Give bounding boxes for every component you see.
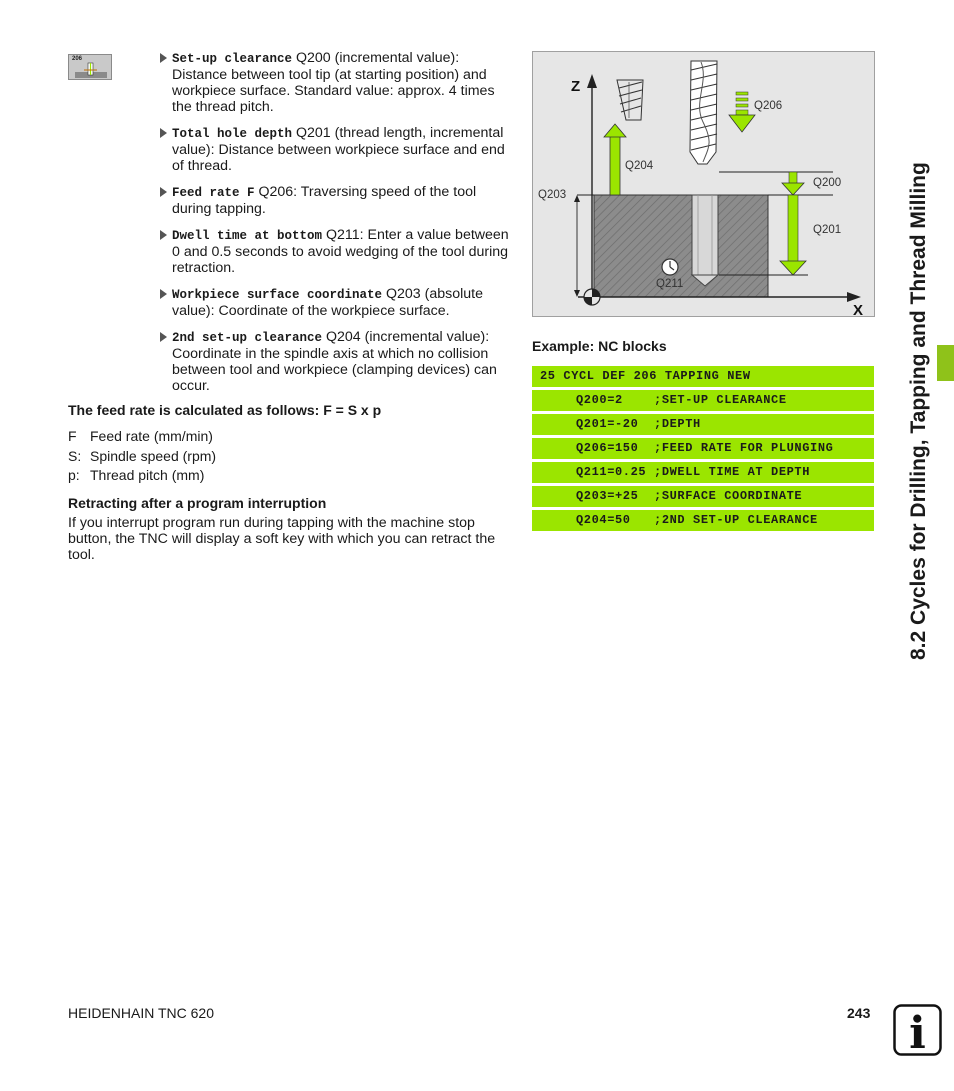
bullet-triangle-icon	[160, 53, 167, 63]
q203-label: Q203	[538, 189, 567, 201]
footer-product: HEIDENHAIN TNC 620	[68, 1005, 215, 1021]
param-name: 2nd set-up clearance	[172, 331, 323, 345]
param-name: Feed rate F	[172, 186, 255, 200]
q206-feed-arrow	[729, 92, 755, 132]
cycle-206-icon	[68, 54, 112, 80]
tap-tool-left	[617, 80, 643, 120]
dwell-clock-icon	[662, 259, 678, 275]
nc-block-line: 25 CYCL DEF 206 TAPPING NEW	[532, 366, 874, 387]
svg-text:i: i	[909, 1008, 926, 1056]
param-total-hole-depth	[160, 125, 512, 174]
param-desc: Q204 (incremental value): Coordinate in the spindle axis at which no collision between tool and workpiece (clamping devices) can occur.	[172, 329, 497, 394]
tap-tool-middle	[690, 61, 717, 164]
nc-block-list	[532, 366, 874, 534]
param-dwell-time	[160, 227, 512, 276]
feed-rate-heading: The feed rate is calculated as follows: F = S x p	[68, 402, 382, 418]
param-set-up-clearance	[160, 50, 512, 115]
cycle-icon-number: 206	[72, 56, 83, 62]
nc-block-line: Q204=50 ;2ND SET-UP CLEARANCE	[532, 510, 874, 531]
bullet-triangle-icon	[160, 289, 167, 299]
param-2nd-set-up-clearance	[160, 329, 512, 394]
param-name: Workpiece surface coordinate	[172, 288, 383, 302]
formula-item: F Feed rate (mm/min)	[68, 428, 213, 444]
q206-label: Q206	[754, 100, 783, 112]
nc-block-line: Q201=-20 ;DEPTH	[532, 414, 874, 435]
formula-item: S: Spindle speed (rpm)	[68, 447, 217, 464]
bullet-triangle-icon	[160, 187, 167, 197]
param-desc: Q206: Traversing speed of the tool during tapping.	[172, 184, 477, 217]
bullet-triangle-icon	[160, 332, 167, 342]
param-desc: Q211: Enter a value between 0 and 0.5 seconds to avoid wedging of the tool during retraction.	[172, 227, 509, 276]
nc-block-line: Q206=150 ;FEED RATE FOR PLUNGING	[532, 438, 874, 459]
nc-block-line: Q211=0.25 ;DWELL TIME AT DEPTH	[532, 462, 874, 483]
nc-block-line: Q200=2 ;SET-UP CLEARANCE	[532, 390, 874, 411]
tapping-glyph-icon	[69, 55, 111, 79]
param-name: Set-up clearance	[172, 52, 293, 66]
axis-x-label: X	[853, 302, 864, 318]
nc-block-line: Q203=+25 ;SURFACE COORDINATE	[532, 486, 874, 507]
retract-heading: Retracting after a program interruption	[68, 495, 327, 511]
formula-item: p: Thread pitch (mm)	[68, 467, 205, 483]
tapping-diagram	[532, 51, 875, 317]
formula-legend	[68, 427, 216, 486]
param-desc: Q200 (incremental value): Distance between tool tip (at starting position) and workpiece surface. Standard value: approx. 4 times the thread pitch.	[172, 50, 495, 115]
param-name: Dwell time at bottom	[172, 229, 323, 243]
example-title: Example: NC blocks	[532, 338, 667, 354]
q201-arrow	[780, 195, 806, 275]
x-axis-arrow	[847, 292, 861, 302]
q201-label: Q201	[813, 224, 842, 236]
chapter-tab-marker	[937, 345, 954, 381]
q211-label: Q211	[656, 278, 684, 290]
retract-text: If you interrupt program run during tapping with the machine stop button, the TNC will display a soft key with which you can retract the tool.	[68, 515, 496, 563]
axis-z-label: Z	[571, 78, 581, 95]
parameter-list	[160, 50, 512, 404]
q200-label: Q200	[813, 177, 842, 189]
param-feed-rate	[160, 184, 512, 217]
param-workpiece-surface	[160, 286, 512, 319]
tapped-hole	[692, 195, 718, 275]
q204-arrow	[604, 124, 626, 195]
q200-arrow	[782, 172, 804, 195]
chapter-side-title	[893, 50, 949, 660]
bullet-triangle-icon	[160, 128, 167, 138]
chapter-title-text: 8.2 Cycles for Drilling, Tapping and Thread Milling	[907, 162, 930, 660]
param-desc: Q203 (absolute value): Coordinate of the workpiece surface.	[172, 286, 484, 319]
info-icon	[893, 1004, 942, 1056]
param-desc: Q201 (thread length, incremental value): Distance between workpiece surface and end of thread.	[172, 125, 505, 174]
bullet-triangle-icon	[160, 230, 167, 240]
page-number: 243	[847, 1005, 871, 1021]
z-axis-arrow	[587, 74, 597, 88]
q204-label: Q204	[625, 160, 654, 172]
param-name: Total hole depth	[172, 127, 293, 141]
